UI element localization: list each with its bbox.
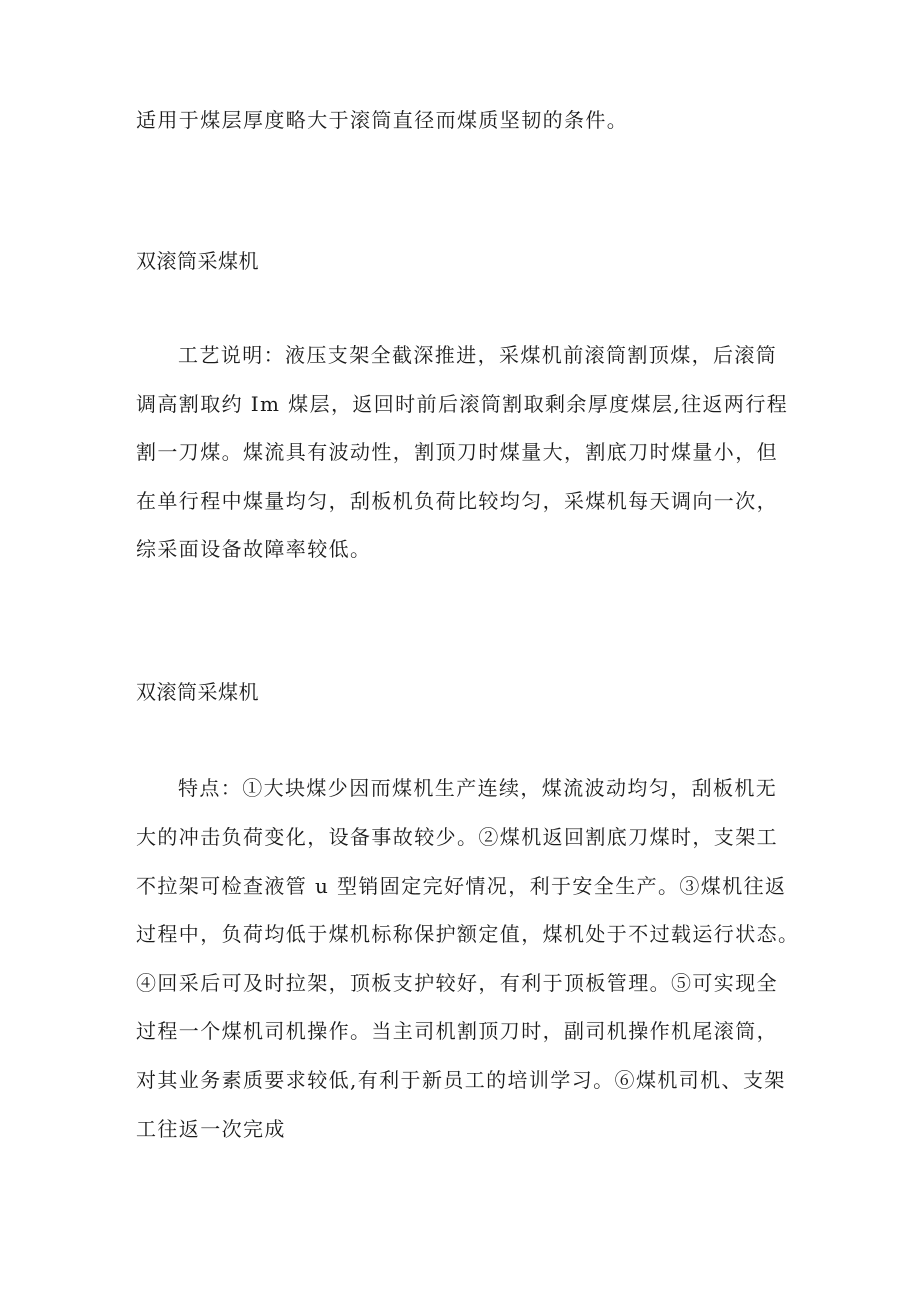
section2-line-5: ④回采后可及时拉架，顶板支护较好，有利于顶板管理。⑤可实现全 bbox=[136, 971, 778, 995]
section1-line-5: 综采面设备故障率较低。 bbox=[136, 537, 372, 561]
section2-line-8: 工往返一次完成 bbox=[136, 1117, 286, 1141]
section2-line-2: 大的冲击负荷变化，设备事故较少。②煤机返回割底刀煤时，支架工 bbox=[136, 825, 778, 849]
section1-line-2: 调高割取约 Im 煤层，返回时前后滚筒割取剩余厚度煤层,往返两行程 bbox=[136, 392, 789, 416]
section-heading-2: 双滚筒采煤机 bbox=[136, 680, 259, 704]
intro-paragraph: 适用于煤层厚度略大于滚筒直径而煤质坚韧的条件。 bbox=[136, 108, 629, 132]
section2-line-7: 对其业务素质要求较低,有利于新员工的培训学习。⑥煤机司机、支架 bbox=[136, 1068, 786, 1092]
section2-line-3: 不拉架可检查液管 u 型销固定完好情况，利于安全生产。③煤机往返 bbox=[136, 874, 787, 898]
section1-line-1: 工艺说明：液压支架全截深推进，采煤机前滚筒割顶煤，后滚筒 bbox=[178, 343, 778, 367]
section-heading-1: 双滚筒采煤机 bbox=[136, 249, 259, 273]
section2-line-4: 过程中，负荷均低于煤机标称保护额定值，煤机处于不过载运行状态。 bbox=[136, 922, 800, 946]
section1-line-4: 在单行程中煤量均匀，刮板机负荷比较均匀，采煤机每天调向一次， bbox=[136, 489, 778, 513]
section2-line-1: 特点：①大块煤少因而煤机生产连续，煤流波动均匀，刮板机无 bbox=[178, 776, 778, 800]
section1-line-3: 割一刀煤。煤流具有波动性，割顶刀时煤量大，割底刀时煤量小，但 bbox=[136, 440, 778, 464]
section2-line-6: 过程一个煤机司机操作。当主司机割顶刀时，副司机操作机尾滚筒， bbox=[136, 1019, 778, 1043]
